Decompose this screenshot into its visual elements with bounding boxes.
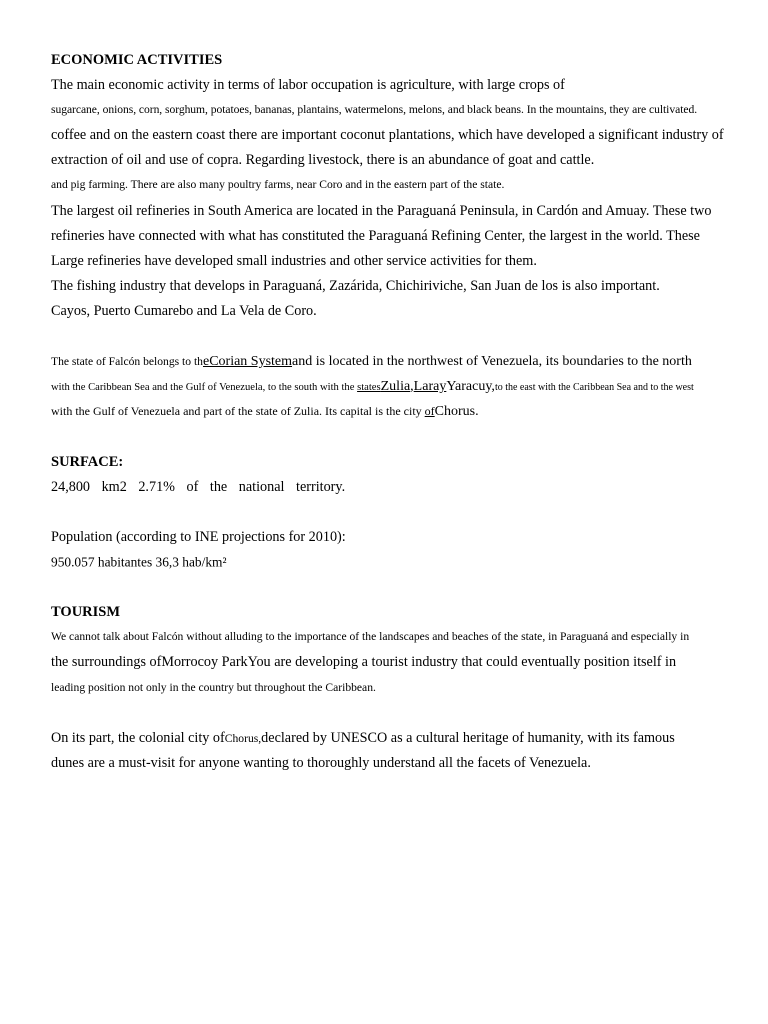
- economic-line-4: extraction of oil and use of copra. Regarding livestock, there is an abundance of goat and cattle.: [51, 151, 595, 168]
- population-label: Population (according to INE projections for 2010):: [51, 528, 346, 545]
- economic-line-9: The fishing industry that develops in Paraguaná, Zazárida, Chichiriviche, San Juan de los is also important.: [51, 277, 660, 294]
- tourism-text: the surroundings of: [51, 653, 162, 670]
- economic-line-2: sugarcane, onions, corn, sorghum, potatoes, bananas, plantains, watermelons, melons, and black beans. In the mountains, they are cultivated.: [51, 103, 698, 117]
- location-text: and is located in the northwest of Venezuela, its boundaries to the north: [292, 354, 692, 369]
- economic-line-10: Cayos, Puerto Cumarebo and La Vela de Coro.: [51, 302, 317, 319]
- surface-value: 24,800 km2 2.71% of the national territory.: [51, 478, 346, 495]
- economic-line-8: Large refineries have developed small industries and other service activities for them.: [51, 252, 537, 269]
- zulia-link[interactable]: Zulia: [380, 379, 411, 394]
- economic-activities-heading: ECONOMIC ACTIVITIES: [51, 51, 223, 68]
- tourism-line-1: We cannot talk about Falcón without alluding to the importance of the landscapes and beaches of the state, in Paraguaná and especially in: [51, 630, 690, 644]
- tourism-heading: TOURISM: [51, 603, 121, 620]
- morrocoy-park-text: Morrocoy Park: [161, 653, 248, 670]
- location-line-3: [51, 405, 479, 419]
- economic-line-3: coffee and on the eastern coast there are important coconut plantations, which have developed a significant industry of: [51, 126, 724, 143]
- colonial-line-2: dunes are a must-visit for anyone wanting to thoroughly understand all the facets of Venezuela.: [51, 754, 591, 771]
- economic-line-1: The main economic activity in terms of labor occupation is agriculture, with large crops of: [51, 76, 565, 93]
- chorus-text: Chorus,: [224, 731, 262, 745]
- colonial-text: On its part, the colonial city of: [51, 729, 225, 746]
- population-value: 950.057 habitantes 36,3 hab/km²: [51, 554, 227, 570]
- location-text: ,: [410, 379, 414, 394]
- city-of-link[interactable]: of: [424, 404, 435, 418]
- tourism-line-2: [51, 655, 676, 669]
- economic-line-5: and pig farming. There are also many poultry farms, near Coro and in the eastern part of the state.: [51, 178, 505, 192]
- states-link[interactable]: states: [357, 382, 381, 393]
- location-line-2: [51, 380, 694, 394]
- chorus-text: Chorus.: [434, 404, 479, 419]
- economic-line-7: refineries have connected with what has constituted the Paraguaná Refining Center, the largest in the world. These: [51, 227, 700, 244]
- location-text: to the east with the Caribbean Sea and to the west: [494, 382, 694, 393]
- colonial-line-1: [51, 731, 675, 745]
- tourism-text: You are developing a tourist industry that could eventually position itself in: [247, 653, 677, 670]
- colonial-text: declared by UNESCO as a cultural heritage of humanity, with its famous: [261, 729, 675, 746]
- corian-system-link[interactable]: eCorian System: [202, 354, 293, 369]
- location-text: The state of Falcón belongs to th: [51, 355, 203, 368]
- location-text: with the Caribbean Sea and the Gulf of Venezuela, to the south with the: [51, 382, 355, 393]
- economic-line-6: The largest oil refineries in South America are located in the Paraguaná Peninsula, in Cardón and Amuay. These two: [51, 202, 712, 219]
- location-line-1: [51, 355, 692, 369]
- lara-link[interactable]: Laray: [413, 379, 447, 394]
- yaracuy-text: Yaracuy,: [446, 379, 495, 394]
- surface-heading: SURFACE:: [51, 453, 124, 470]
- tourism-line-3: leading position not only in the country but throughout the Caribbean.: [51, 681, 376, 695]
- location-text: with the Gulf of Venezuela and part of the state of Zulia. Its capital is the city: [51, 404, 422, 418]
